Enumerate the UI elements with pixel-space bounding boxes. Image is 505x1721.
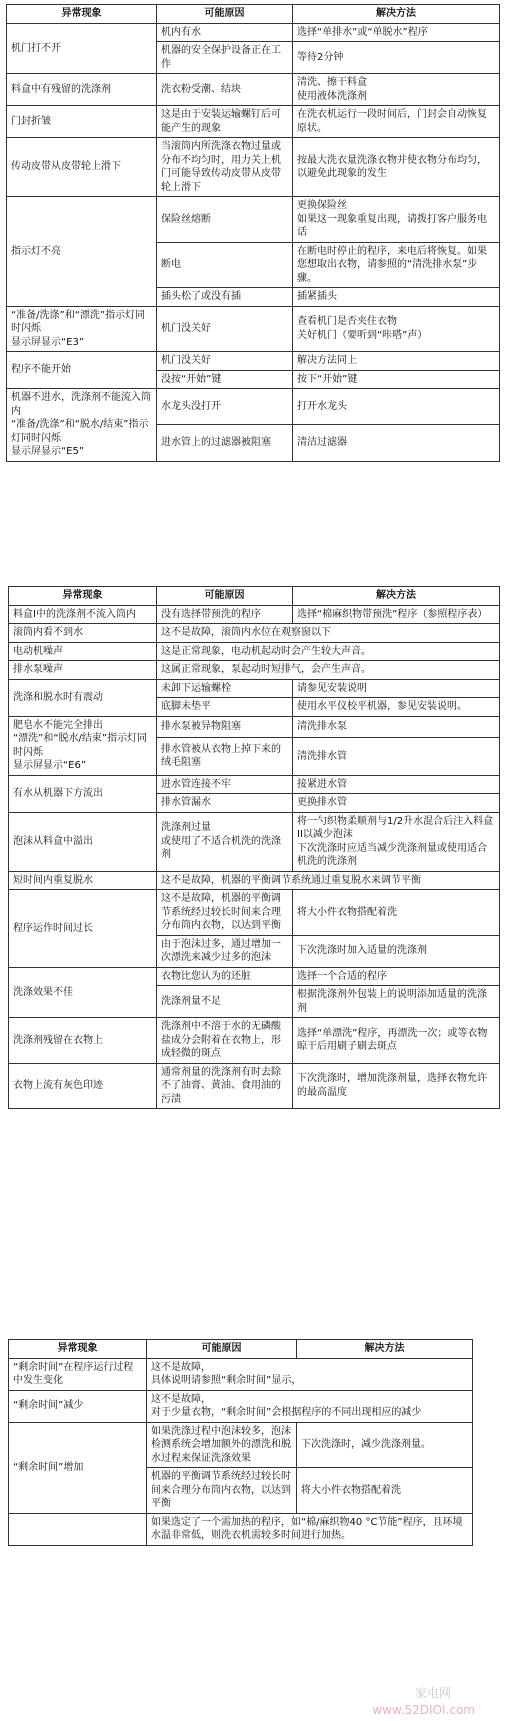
- table-row: [7, 74, 500, 106]
- symptom-cell: 肥皂水不能完全排出 “漂洗”和“脱水/结束”指示灯同时闪烁 显示屏显示“E6”: [9, 716, 157, 775]
- table-row: [7, 306, 500, 352]
- table-row: [9, 661, 500, 680]
- cause-cell: 机门没关好: [157, 306, 293, 352]
- solution-cell: 按最大洗衣量洗涤衣物并使衣物分布均匀，以避免此现象的发生: [293, 138, 500, 197]
- troubleshooting-table-2: [8, 586, 500, 1109]
- symptom-cell: 传动皮带从皮带轮上滑下: [7, 138, 157, 197]
- solution-cell: 插紧插头: [293, 288, 500, 307]
- symptom-cell: 洗涤和脱水时有震动: [9, 679, 157, 716]
- table-header-row: [7, 5, 500, 24]
- symptom-cell: 泡沫从料盒中溢出: [9, 812, 157, 871]
- solution-cell: 下次洗涤时加入适量的洗涤剂: [293, 935, 500, 967]
- merged-cause-solution-cell: 这是正常现象，电动机起动时会产生较大声音。: [157, 642, 500, 661]
- solution-cell: 打开水龙头: [293, 389, 500, 425]
- solution-cell: 清洗排水泵: [293, 716, 500, 738]
- solution-cell: 选择“单漂洗”程序，再漂洗一次；或等衣物晾干后用刷子刷去斑点: [293, 1018, 500, 1064]
- column-header: 异常现象: [9, 587, 157, 606]
- symptom-cell: 料盒I中的洗涤剂不流入筒内: [9, 605, 157, 624]
- solution-cell: 根据洗涤剂外包装上的说明添加适量的洗涤剂: [293, 986, 500, 1018]
- table-header-row: [9, 1340, 473, 1359]
- cause-cell: 进水管上的过滤器被阻塞: [157, 425, 293, 461]
- symptom-cell: “剩余时间”在程序运行过程中发生变化: [9, 1358, 147, 1390]
- symptom-cell: 衣物上流有灰色印迹: [9, 1063, 157, 1109]
- table-row: [9, 890, 500, 936]
- table-row: [9, 716, 500, 738]
- column-header: 可能原因: [157, 587, 293, 606]
- cause-cell: 当滚筒内所洗涤衣物过量或分布不均匀时，用力关上机门可能导致传动皮带从皮带轮上滑下: [157, 138, 293, 197]
- solution-cell: 在断电时停止的程序，来电后将恢复。如果您想取出衣物，请参照的“清洗排水泵”步骤。: [293, 242, 500, 288]
- cause-cell: 排水管漏水: [157, 794, 293, 813]
- cause-cell: 这是由于安装运输螺钉后可能产生的现象: [157, 106, 293, 138]
- solution-cell: 更换排水管: [293, 794, 500, 813]
- column-header: 可能原因: [157, 5, 293, 24]
- table-row: [9, 1422, 473, 1468]
- cause-cell: 机内有水: [157, 23, 293, 42]
- cause-cell: 洗涤剂中不溶于水的无磷酸盐成分会附着在衣物上，形成轻微的斑点: [157, 1018, 293, 1064]
- column-header: 异常现象: [7, 5, 157, 24]
- cause-cell: 排水泵被异物阻塞: [157, 716, 293, 738]
- table-row: [9, 624, 500, 643]
- cause-cell: 进水管连接不牢: [157, 775, 293, 794]
- column-header: 解决方法: [293, 587, 500, 606]
- cause-cell: 洗涤剂量不足: [157, 986, 293, 1018]
- solution-cell: 请参见安装说明: [293, 679, 500, 698]
- solution-cell: 将大小件衣物搭配着洗: [297, 1468, 473, 1514]
- merged-cause-solution-cell: 这不是故障，滚筒内水位在观察窗以下: [157, 624, 500, 643]
- merged-cause-solution-cell: 这不是故障，机器的平衡调节系统通过重复脱水来调节平衡: [157, 871, 500, 890]
- table-row: [9, 812, 500, 871]
- solution-cell: 清洗、擦干料盒 使用液体洗涤剂: [293, 74, 500, 106]
- symptom-cell: “剩余时间”减少: [9, 1390, 147, 1422]
- solution-cell: 接紧进水管: [293, 775, 500, 794]
- table-header-row: [9, 587, 500, 606]
- cause-cell: 断电: [157, 242, 293, 288]
- table-row: [9, 1063, 500, 1109]
- symptom-cell: 料盒中有残留的洗涤剂: [7, 74, 157, 106]
- symptom-cell: “准备/洗涤”和“漂洗”指示灯同时闪烁 显示屏显示“E3”: [7, 306, 157, 352]
- cause-cell: 保险丝熔断: [157, 197, 293, 243]
- cause-cell: 机门没关好: [157, 352, 293, 371]
- cause-cell: 这不是故障，机器的平衡调节系统经过较长时间来合理分布筒内衣物，以达到平衡: [157, 890, 293, 936]
- cause-cell: 由于泡沫过多，通过增加一次漂洗来减少过多的泡沫: [157, 935, 293, 967]
- table-row: [7, 197, 500, 243]
- symptom-cell: 机器不进水，洗涤剂不能流入筒内 “准备/洗涤”和“脱水/结束”指示灯同时闪烁 显示屏显示“E5”: [7, 389, 157, 462]
- table-row: [7, 23, 500, 42]
- solution-cell: 选择“棉麻织物带预洗”程序（参照程序表）: [293, 605, 500, 624]
- table-row: [9, 871, 500, 890]
- troubleshooting-table-1: [6, 4, 500, 462]
- solution-cell: 下次洗涤时，减少洗涤剂量。: [297, 1422, 473, 1468]
- watermark-site: www.52DIOI.com: [372, 1703, 475, 1717]
- symptom-cell: 门封折皱: [7, 106, 157, 138]
- symptom-cell: 有水从机器下方流出: [9, 775, 157, 812]
- table-row: [9, 1513, 473, 1545]
- column-header: 可能原因: [147, 1340, 297, 1359]
- cause-cell: 没有选择带预洗的程序: [157, 605, 293, 624]
- cause-cell: 洗衣粉受潮、结块: [157, 74, 293, 106]
- table-row: [7, 389, 500, 425]
- table-row: [7, 106, 500, 138]
- symptom-cell: 指示灯不亮: [7, 197, 157, 307]
- column-header: 异常现象: [9, 1340, 147, 1359]
- cause-cell: 衣物比您认为的还脏: [157, 967, 293, 986]
- merged-cause-solution-cell: 如果选定了一个需加热的程序，如“棉/麻织物40 °C节能”程序，且环境水温非常低，则洗衣机需较多时间进行加热。: [147, 1513, 473, 1545]
- solution-cell: 等待2分钟: [293, 42, 500, 74]
- symptom-cell: 洗涤剂残留在衣物上: [9, 1018, 157, 1064]
- solution-cell: 在洗衣机运行一段时间后，门封会自动恢复原状。: [293, 106, 500, 138]
- cause-cell: 如果洗涤过程中泡沫较多，泡沫检测系统会增加额外的漂洗和脱水过程来保证洗涤效果: [147, 1422, 297, 1468]
- cause-cell: 插头松了或没有插: [157, 288, 293, 307]
- symptom-cell: 排水泵噪声: [9, 661, 157, 680]
- troubleshooting-table-3: [8, 1339, 473, 1546]
- cause-cell: 没按“开始”键: [157, 370, 293, 389]
- table-row: [7, 352, 500, 371]
- solution-cell: 使用水平仪校平机器，参见安装说明。: [293, 698, 500, 717]
- table-row: [9, 605, 500, 624]
- cause-cell: 水龙头没打开: [157, 389, 293, 425]
- merged-cause-solution-cell: 这不是故障， 具体说明请参照“剩余时间”显示，: [147, 1358, 473, 1390]
- solution-cell: 选择一个合适的程序: [293, 967, 500, 986]
- cause-cell: 机器的安全保护设备正在工作: [157, 42, 293, 74]
- cause-cell: 通常剂量的洗涤剂有时去除不了油膏、黄油、食用油的污渍: [157, 1063, 293, 1109]
- symptom-cell: 洗涤效果不佳: [9, 967, 157, 1018]
- table-row: [7, 138, 500, 197]
- cause-cell: 未卸下运输螺栓: [157, 679, 293, 698]
- merged-cause-solution-cell: 这属正常现象，泵起动时短排气，会产生声音。: [157, 661, 500, 680]
- cause-cell: 排水管被从衣物上掉下来的绒毛阻塞: [157, 738, 293, 775]
- solution-cell: 将大小件衣物搭配着洗: [293, 890, 500, 936]
- symptom-cell: 机门打不开: [7, 23, 157, 74]
- symptom-cell: “剩余时间”增加: [9, 1422, 147, 1513]
- table-row: [9, 642, 500, 661]
- solution-cell: 下次洗涤时，增加洗涤剂量，选择衣物允许的最高温度: [293, 1063, 500, 1109]
- solution-cell: 清洁过滤器: [293, 425, 500, 461]
- solution-cell: 解决方法同上: [293, 352, 500, 371]
- solution-cell: 选择“单排水”或“单脱水”程序: [293, 23, 500, 42]
- solution-cell: 清洗排水管: [293, 738, 500, 775]
- symptom-cell: [9, 1513, 147, 1545]
- symptom-cell: 程序运作时间过长: [9, 890, 157, 968]
- solution-cell: 将一勺织物柔顺剂与1/2升水混合后注入料盒II以减少泡沫 下次洗涤时应适当减少洗涤剂量或使用适合机洗的洗涤剂: [293, 812, 500, 871]
- table-row: [9, 775, 500, 794]
- merged-cause-solution-cell: 这不是故障， 对于少量衣物，“剩余时间”会根据程序的不同出现相应的减少: [147, 1390, 473, 1422]
- table-row: [9, 967, 500, 986]
- symptom-cell: 滚筒内看不到水: [9, 624, 157, 643]
- solution-cell: 查看机门是否夹住衣物 关好机门（要听到“咔嗒”声）: [293, 306, 500, 352]
- column-header: 解决方法: [293, 5, 500, 24]
- table-row: [9, 679, 500, 698]
- solution-cell: 更换保险丝 如果这一现象重复出现，请拨打客户服务电话: [293, 197, 500, 243]
- cause-cell: 机器的平衡调节系统经过较长时间来合理分布筒内衣物，以达到平衡: [147, 1468, 297, 1514]
- solution-cell: 按下“开始”键: [293, 370, 500, 389]
- watermark-overlay: 家电网: [414, 1686, 451, 1700]
- table-row: [9, 1390, 473, 1422]
- cause-cell: 底脚未垫平: [157, 698, 293, 717]
- symptom-cell: 程序不能开始: [7, 352, 157, 389]
- cause-cell: 洗涤剂过量 或使用了不适合机洗的洗涤剂: [157, 812, 293, 871]
- symptom-cell: 电动机噪声: [9, 642, 157, 661]
- table-row: [9, 1358, 473, 1390]
- symptom-cell: 短时间内重复脱水: [9, 871, 157, 890]
- column-header: 解决方法: [297, 1340, 473, 1359]
- table-row: [9, 1018, 500, 1064]
